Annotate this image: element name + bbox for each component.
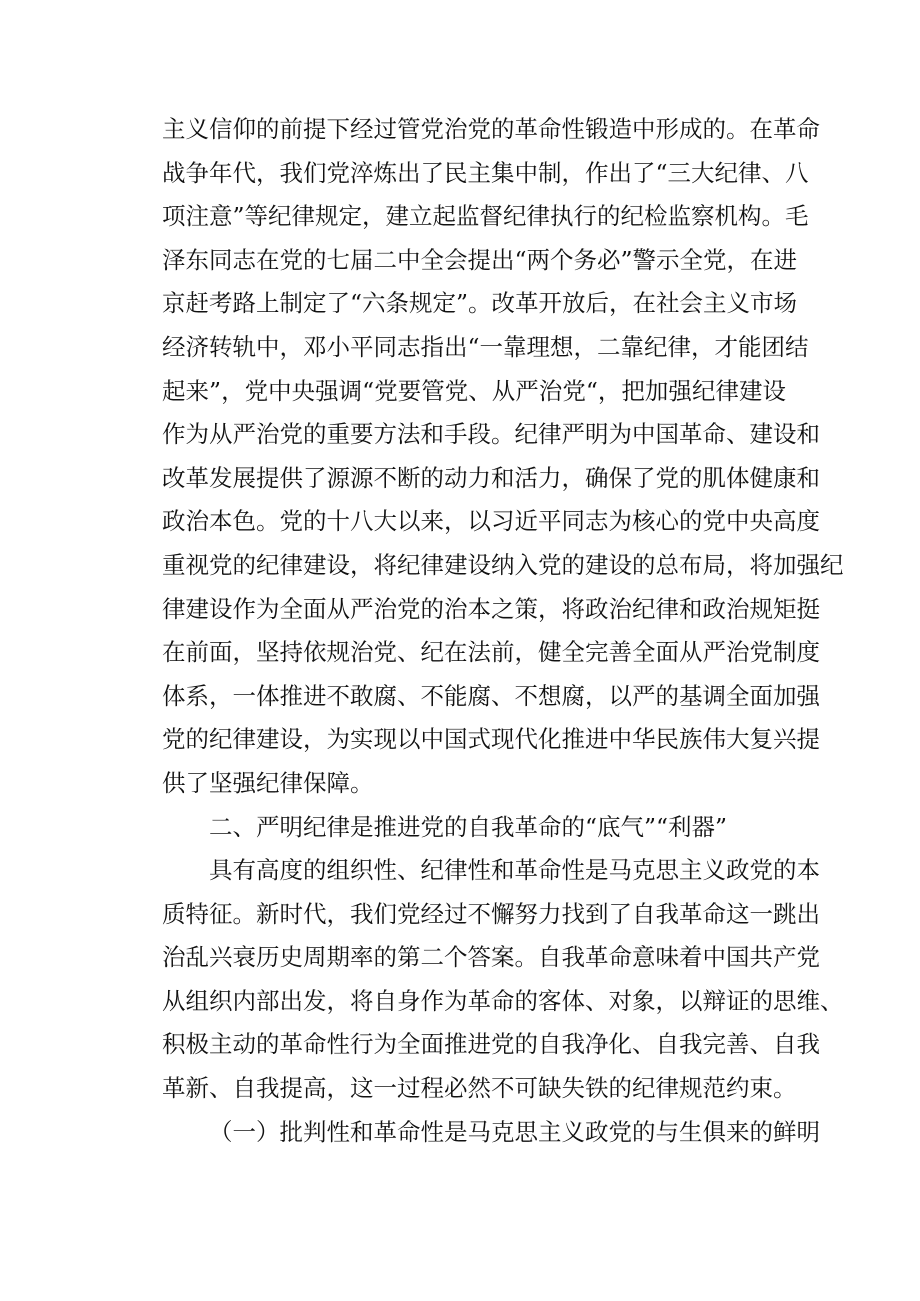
text-line: 革新、自我提高，这一过程必然不可缺失铁的纪律规范约束。 [162,1074,797,1103]
subsection-heading: （一）批判性和革命性是马克思主义政党的与生俱来的鲜明 [209,1117,820,1146]
text-line: 在前面，坚持依规治党、纪在法前，健全完善全面从严治党制度 [162,638,820,667]
text-line: 具有高度的组织性、纪律性和革命性是马克思主义政党的本 [209,856,820,885]
text-line: 主义信仰的前提下经过管党治党的革命性锻造中形成的。在革命 [162,115,820,143]
text-line: 治乱兴衰历史周期率的第二个答案。自我革命意味着中国共产党 [162,943,820,972]
paragraph-2 [162,849,844,1111]
text-line: 起来”，党中央强调“党要管党、从严治党“，把加强纪律建设 [162,376,786,405]
text-line: 体系，一体推进不敢腐、不能腐、不想腐，以严的基调全面加强 [162,681,820,710]
text-line: 积极主动的革命性行为全面推进党的自我净化、自我完善、自我 [162,1030,820,1059]
text-line: 经济转轨中，邓小平同志指出“一靠理想，二靠纪律，才能团结 [162,332,809,361]
text-line: 作为从严治党的重要方法和手段。纪律严明为中国革命、建设和 [162,420,820,449]
text-line: 京赶考路上制定了“六条规定”。改革开放后，在社会主义市场 [162,289,798,318]
text-line: 改革发展提供了源源不断的动力和活力，确保了党的肌体健康和 [162,463,820,492]
document-body [162,108,844,1154]
text-line: 政治本色。党的十八大以来，以习近平同志为核心的党中央高度 [162,507,820,536]
text-line: 重视党的纪律建设，将纪律建设纳入党的建设的总布局，将加强纪 [162,550,844,579]
text-line: 党的纪律建设，为实现以中国式现代化推进中华民族伟大复兴提 [162,725,820,754]
text-line: 战争年代，我们党淬炼出了民主集中制，作出了“三大纪律、八 [162,158,809,187]
text-line: 供了坚强纪律保障。 [162,768,374,797]
text-line: 项注意”等纪律规定，建立起监督纪律执行的纪检监察机构。毛 [162,202,809,231]
section-heading: 二、严明纪律是推进党的自我革命的“底气”“利器” [209,812,728,841]
paragraph-1 [162,108,844,806]
text-line: 质特征。新时代，我们党经过不懈努力找到了自我革命这一跳出 [162,899,820,928]
text-line: 泽东同志在党的七届二中全会提出“两个务必”警示全党，在进 [162,245,798,274]
text-line: 律建设作为全面从严治党的治本之策，将政治纪律和政治规矩挺 [162,594,820,623]
text-line: 从组织内部出发，将自身作为革命的客体、对象，以辩证的思维、 [162,986,844,1015]
